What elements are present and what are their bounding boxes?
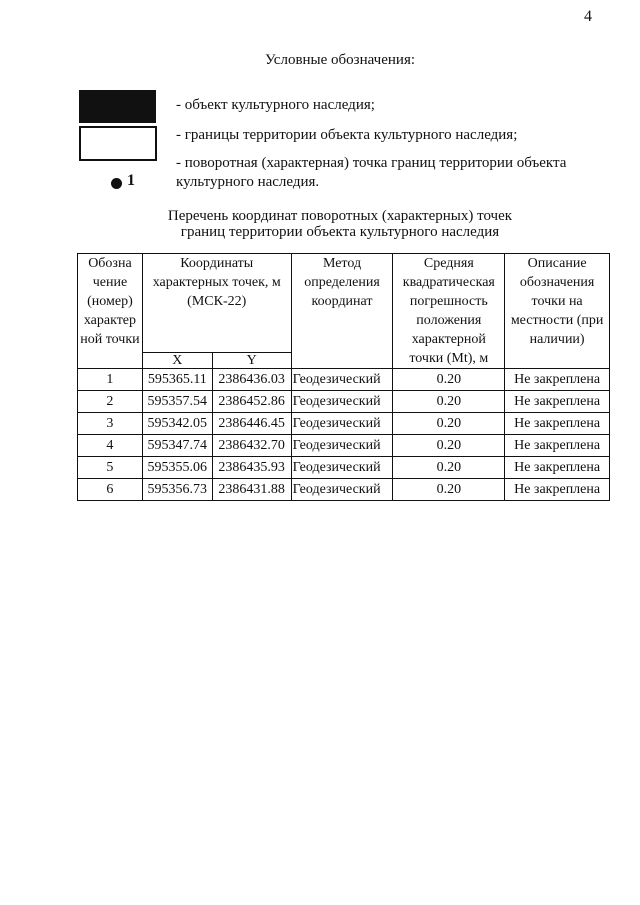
table-row [78, 479, 610, 501]
coordinates-list-title [0, 208, 640, 240]
error-cell: 0.20 [393, 391, 505, 413]
header-x: X [142, 353, 212, 369]
turning-point-label: 1 [127, 172, 135, 189]
description-cell: Не закреплена [505, 457, 610, 479]
description-cell: Не закреплена [505, 413, 610, 435]
point-number: 4 [78, 435, 143, 457]
y-coordinate: 2386446.45 [212, 413, 291, 435]
point-number: 3 [78, 413, 143, 435]
table-row [78, 413, 610, 435]
x-coordinate: 595355.06 [142, 457, 212, 479]
legend-title: Условные обозначения: [264, 52, 416, 68]
description-cell: Не закреплена [505, 369, 610, 391]
legend-item-boundary: - границы территории объекта культурного наследия; [176, 127, 518, 143]
description-cell: Не закреплена [505, 479, 610, 501]
method-cell: Геодезический [291, 435, 393, 457]
list-title-line1: Перечень координат поворотных (характерных) точек [167, 208, 513, 224]
point-number: 6 [78, 479, 143, 501]
error-cell: 0.20 [393, 457, 505, 479]
y-coordinate: 2386431.88 [212, 479, 291, 501]
description-cell: Не закреплена [505, 435, 610, 457]
header-method: Метод определения координат [291, 254, 393, 369]
header-y: Y [212, 353, 291, 369]
legend-item-point: - поворотная (характерная) точка границ территории объекта культурного наследия. [176, 155, 567, 190]
error-cell: 0.20 [393, 479, 505, 501]
point-number: 5 [78, 457, 143, 479]
header-description: Описание обозначения точки на местности (при наличии) [505, 254, 610, 369]
x-coordinate: 595347.74 [142, 435, 212, 457]
method-cell: Геодезический [291, 479, 393, 501]
y-coordinate: 2386432.70 [212, 435, 291, 457]
page-number: 4 [584, 8, 592, 25]
table-row [78, 457, 610, 479]
x-coordinate: 595357.54 [142, 391, 212, 413]
x-coordinate: 595356.73 [142, 479, 212, 501]
y-coordinate: 2386435.93 [212, 457, 291, 479]
error-cell: 0.20 [393, 435, 505, 457]
table-row [78, 369, 610, 391]
point-number: 2 [78, 391, 143, 413]
method-cell: Геодезический [291, 391, 393, 413]
header-designation: Обозна чение (номер) характер ной точки [78, 254, 143, 369]
header-coordinates: Координаты характерных точек, м (МСК-22) [142, 254, 291, 353]
coordinates-table [77, 253, 610, 501]
list-title-line2: границ территории объекта культурного наследия [180, 224, 500, 240]
turning-point-dot-icon [111, 178, 122, 189]
x-coordinate: 595365.11 [142, 369, 212, 391]
y-coordinate: 2386452.86 [212, 391, 291, 413]
heritage-object-swatch [79, 90, 156, 123]
territory-boundary-swatch [79, 126, 157, 161]
header-error: Средняя квадратическая погрешность положения характерной точки (Mt), м [393, 254, 505, 369]
table-row [78, 391, 610, 413]
description-cell: Не закреплена [505, 391, 610, 413]
x-coordinate: 595342.05 [142, 413, 212, 435]
legend-item-object: - объект культурного наследия; [176, 97, 375, 113]
point-number: 1 [78, 369, 143, 391]
method-cell: Геодезический [291, 413, 393, 435]
y-coordinate: 2386436.03 [212, 369, 291, 391]
error-cell: 0.20 [393, 413, 505, 435]
table-row [78, 435, 610, 457]
method-cell: Геодезический [291, 457, 393, 479]
method-cell: Геодезический [291, 369, 393, 391]
error-cell: 0.20 [393, 369, 505, 391]
